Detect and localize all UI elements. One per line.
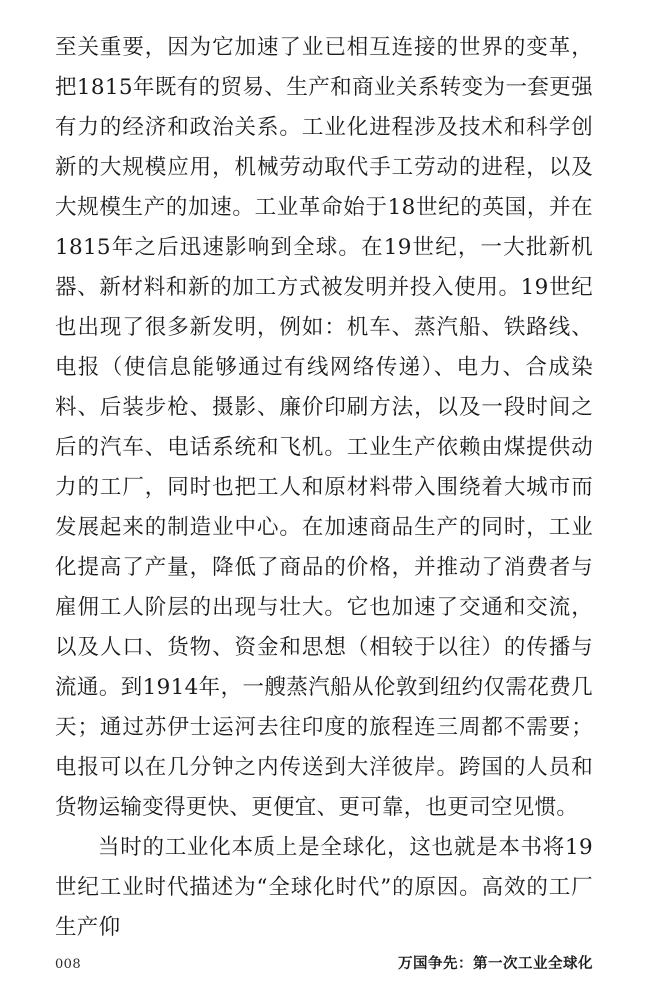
page-body-text	[55, 28, 593, 948]
page-number: 008	[55, 957, 82, 972]
body-paragraph-continued: 至关重要，因为它加速了业已相互连接的世界的变革，把1815年既有的贸易、生产和商业关系转变为一套更强有力的经济和政治关系。工业化进程涉及技术和科学创新的大规模应用，机械劳动取代手工劳动的进程，以及大规模生产的加速。工业革命始于18世纪的英国，并在1815年之后迅速影响到全球。在19世纪，一大批新机器、新材料和新的加工方式被发明并投入使用。19世纪也出现了很多新发明，例如：机车、蒸汽船、铁路线、电报（使信息能够通过有线网络传递）、电力、合成染料、后装步枪、摄影、廉价印刷方法，以及一段时间之后的汽车、电话系统和飞机。工业生产依赖由煤提供动力的工厂，同时也把工人和原材料带入围绕着大城市而发展起来的制造业中心。在加速商品生产的同时，工业化提高了产量，降低了商品的价格，并推动了消费者与雇佣工人阶层的出现与壮大。它也加速了交通和交流，以及人口、货物、资金和思想（相较于以往）的传播与流通。到1914年，一艘蒸汽船从伦敦到纽约仅需花费几天；通过苏伊士运河去往印度的旅程连三周都不需要；电报可以在几分钟之内传送到大洋彼岸。跨国的人员和货物运输变得更快、更便宜、更可靠，也更司空见惯。	[55, 35, 593, 820]
running-head-title: 万国争先：第一次工业全球化	[398, 955, 593, 972]
page-footer	[55, 952, 593, 973]
body-paragraph-new: 当时的工业化本质上是全球化，这也就是本书将19世纪工业时代描述为“全球化时代”的原因。高效的工厂生产仰	[55, 835, 593, 940]
